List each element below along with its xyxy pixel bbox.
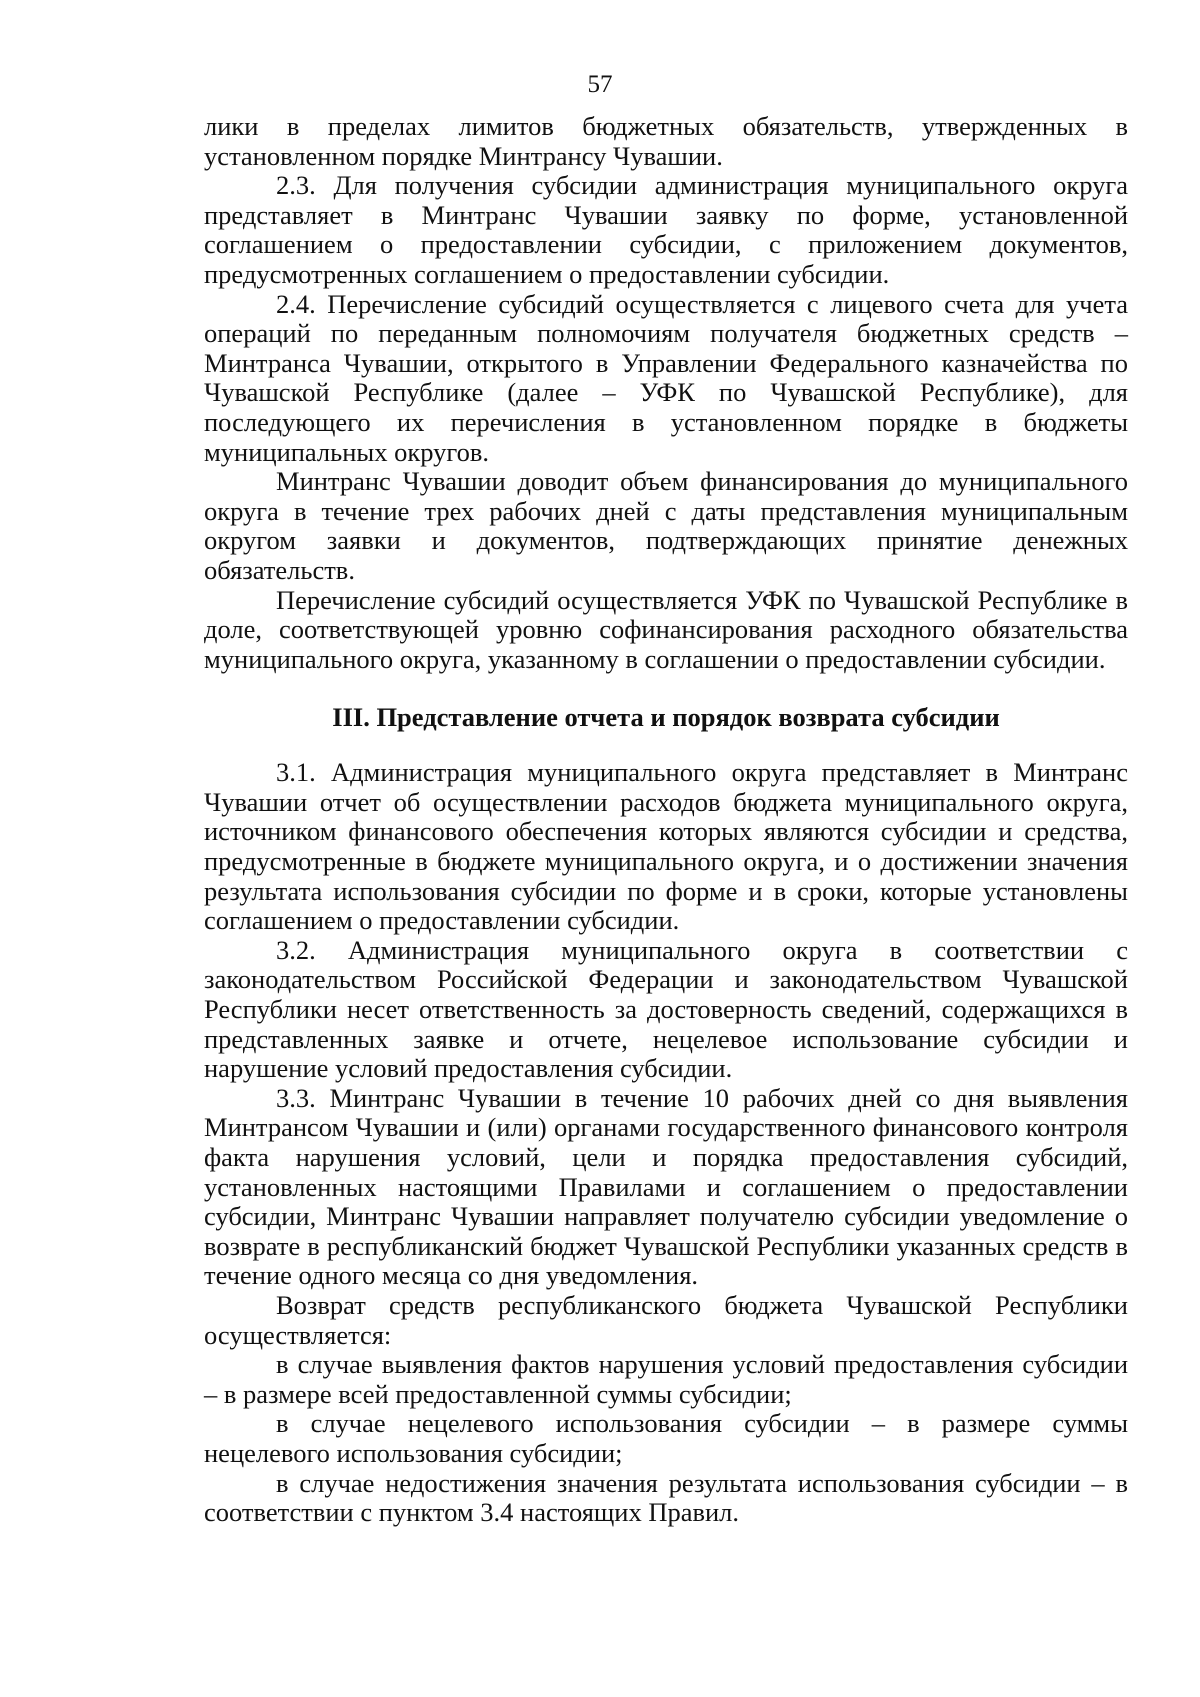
paragraph-refund-case-violation: в случае выявления фактов нарушения условий предоставления субсидии – в размере всей предоставленной суммы субсидии;	[204, 1349, 1128, 1409]
paragraph-transfer: Перечисление субсидий осуществляется УФК по Чувашской Республике в доле, соответствующей уровню софинансирования расходного обязательства муниципального округа, указанному в соглашении о предоставлении субсидии.	[204, 584, 1128, 674]
page-number: 57	[587, 71, 613, 98]
paragraph-2-4: 2.4. Перечисление субсидий осуществляется с лицевого счета для учета операций по переданным полномочиям получателя бюджетных средств – Минтранса Чувашии, открытого в Управлении Федерального казначейства по Чувашской Республике (далее – УФК по Чувашской Республике), для последующего их перечисления в установленном порядке в бюджеты муниципальных округов.	[204, 288, 1128, 467]
paragraph-refund-case-result: в случае недостижения значения результата использования субсидии – в соответствии с пунктом 3.4 настоящих Правил.	[204, 1467, 1128, 1528]
paragraph-3-1: 3.1. Администрация муниципального округа представляет в Минтранс Чувашии отчет об осуществлении расходов бюджета муниципального округа, источником финансового обеспечения которых являются субсидии и средства, предусмотренные в бюджете муниципального округа, и о достижении значения результата использования субсидии по форме и в сроки, которые установлены соглашением о предоставлении субсидии.	[204, 757, 1128, 936]
paragraph-2-3: 2.3. Для получения субсидии администрация муниципального округа представляет в Минтранс Чувашии заявку по форме, установленной соглашением о предоставлении субсидии, с приложением документов, предусмотренных соглашением о предоставлении субсидии.	[204, 170, 1128, 289]
paragraph-continuation: лики в пределах лимитов бюджетных обязательств, утвержденных в установленном порядке Минтрансу Чувашии.	[204, 111, 1128, 171]
paragraph-financing: Минтранс Чувашии доводит объем финансирования до муниципального округа в течение трех рабочих дней с даты представления муниципальным округом заявки и документов, подтверждающих принятие денежных обязательств.	[204, 466, 1128, 585]
section-heading: III. Представление отчета и порядок возврата субсидии	[332, 702, 1000, 733]
document-body	[204, 112, 1128, 1528]
paragraph-3-2: 3.2. Администрация муниципального округа в соответствии с законодательством Российской Федерации и законодательством Чувашской Республики несет ответственность за достоверность сведений, содержащихся в представленных заявке и отчете, нецелевое использование субсидии и нарушение условий предоставления субсидии.	[204, 934, 1128, 1084]
paragraph-refund-case-misuse: в случае нецелевого использования субсидии – в размере суммы нецелевого использования субсидии;	[204, 1408, 1128, 1468]
paragraph-3-3: 3.3. Минтранс Чувашии в течение 10 рабочих дней со дня выявления Минтрансом Чувашии и (или) органами государственного финансового контроля факта нарушения условий, цели и порядка предоставления субсидий, установленных настоящими Правилами и соглашением о предоставлении субсидии, Минтранс Чувашии направляет получателю субсидии уведомление о возврате в республиканский бюджет Чувашской Республики указанных средств в течение одного месяца со дня уведомления.	[204, 1082, 1128, 1291]
paragraph-refund: Возврат средств республиканского бюджета Чувашской Республики осуществляется:	[204, 1289, 1128, 1350]
